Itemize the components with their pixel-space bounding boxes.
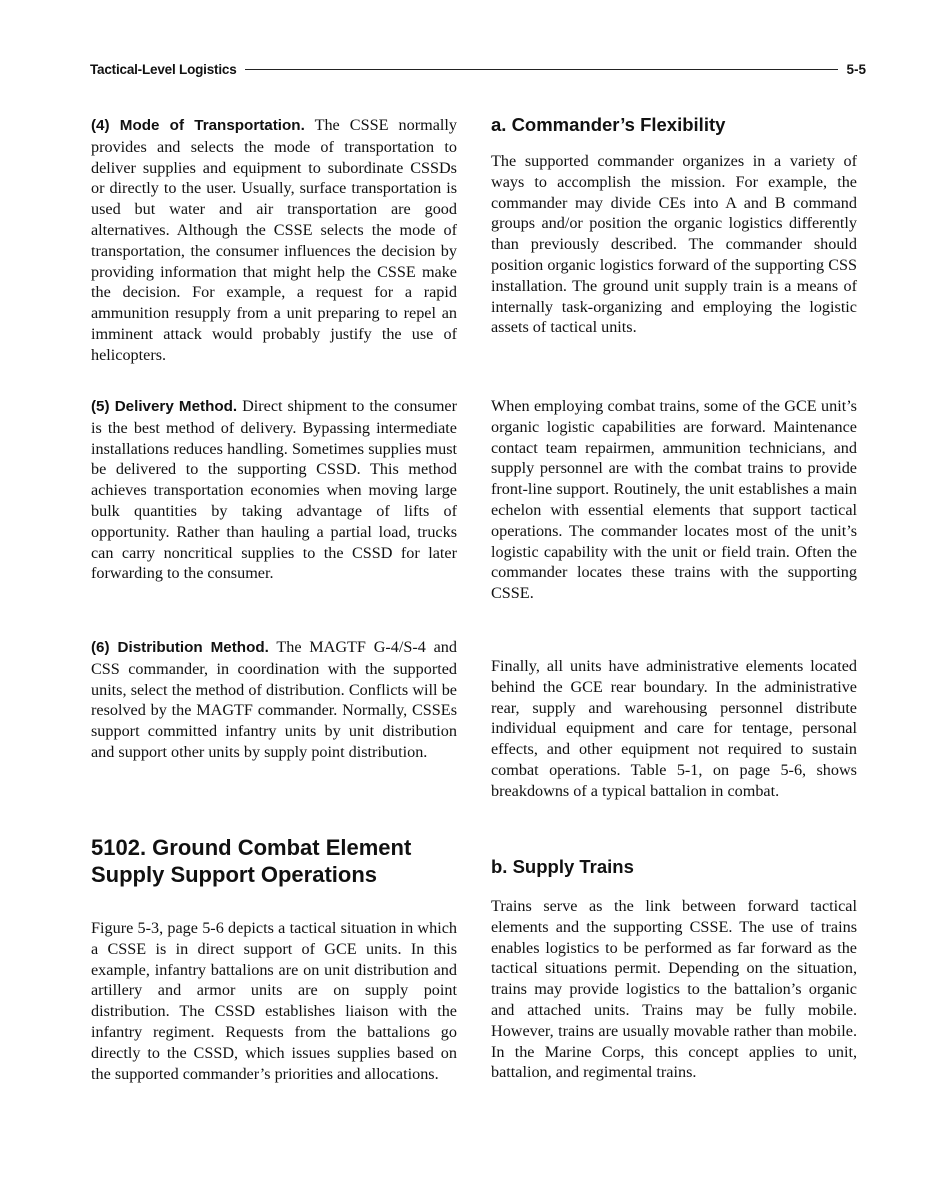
page-number: 5-5	[846, 61, 866, 77]
paragraph-lead: (4) Mode of Transportation.	[91, 117, 305, 134]
paragraph-lead: (5) Delivery Method.	[91, 398, 238, 415]
paragraph-text: The MAGTF G-4/S-4 and CSS commander, in coordination with the supported units, select the method of distribution. Conflicts will be resolved by the MAGTF commander. Normally, CSSEs support committed infantry units by unit distribution and support other units by supply point distribution.	[91, 638, 457, 761]
paragraph-commanders-flexibility-3: Finally, all units have administrative elements located behind the GCE rear boundary. In the administrative rear, supply and warehousing personnel distribute individual equipment and care for tentage, personal effects, and other equipment not required to sustain combat operations. Table 5-1, on page 5-6, shows breakdowns of a typical battalion in combat.	[491, 657, 857, 800]
paragraph-commanders-flexibility-2: When employing combat trains, some of the GCE unit’s organic logistic capabilities are forward. Maintenance contact team repairmen, ammunition technicians, and supply personnel are with the combat trains to provide front-line support. Routinely, the unit establishes a main echelon with essential elements that support tactical operations. The commander locates most of the unit’s logistic capability with the unit or field train. Often the commander locates these trains with the supporting CSSE.	[491, 397, 857, 603]
header-rule	[245, 69, 839, 70]
paragraph-text: Direct shipment to the consumer is the best method of delivery. Bypassing intermediate installations reduces handling. Sometimes supplies must be delivered to the supporting CSSD. This method achieves transportation economies when moving large bulk quantities by taking advantage of lifts of opportunity. Rather than hauling a partial load, trucks can carry noncritical supplies to the CSSD for later forwarding to the consumer.	[91, 397, 457, 583]
paragraph-mode-of-transportation	[91, 115, 457, 366]
paragraph-gce-supply-support: Figure 5-3, page 5-6 depicts a tactical situation in which a CSSE is in direct support of GCE units. In this example, infantry battalions are on unit distribution and artillery and armor units are on supply point distribution. The CSSD establishes liaison with the infantry regiment. Requests from the battalions go directly to the CSSD, which issues supplies based on the supported commander’s priorities and allocations.	[91, 919, 457, 1083]
subheading-supply-trains: b. Supply Trains	[491, 856, 634, 877]
paragraph-text: The CSSE normally provides and selects the mode of transportation to deliver supplies and equipment to subordinate CSSDs or directly to the user. Usually, surface transportation is used but water and air transportation are good alternatives. Although the CSSE selects the mode of transportation, the consumer influences the decision by providing information that might help the CSSE make the decision. For example, a request for a rapid ammunition resupply from a unit preparing to repel an imminent attack would probably justify the use of helicopters.	[91, 116, 457, 364]
section-heading-5102: 5102. Ground Combat Element Supply Support Operations	[91, 835, 412, 887]
paragraph-distribution-method	[91, 637, 457, 763]
running-header	[90, 60, 866, 78]
subheading-commanders-flexibility: a. Commander’s Flexibility	[491, 114, 726, 135]
paragraph-delivery-method	[91, 396, 457, 584]
paragraph-lead: (6) Distribution Method.	[91, 639, 269, 656]
paragraph-supply-trains: Trains serve as the link between forward tactical elements and the supporting CSSE. The use of trains enables logistics to be performed as far forward as the tactical situations permit. Depending on the situation, trains may provide logistics to the battalion’s organic and attached units. Trains may be fully mobile. However, trains are usually movable rather than mobile. In the Marine Corps, this concept applies to unit, battalion, and regimental trains.	[491, 897, 857, 1082]
paragraph-commanders-flexibility-1: The supported commander organizes in a variety of ways to accomplish the mission. For example, the commander may divide CEs into A and B command groups and/or position the organic logistics differently than previously described. The commander should position organic logistics forward of the supporting CSS installation. The ground unit supply train is a means of internally task-organizing and employing the logistic assets of tactical units.	[491, 152, 857, 337]
running-title: Tactical-Level Logistics	[90, 61, 237, 77]
